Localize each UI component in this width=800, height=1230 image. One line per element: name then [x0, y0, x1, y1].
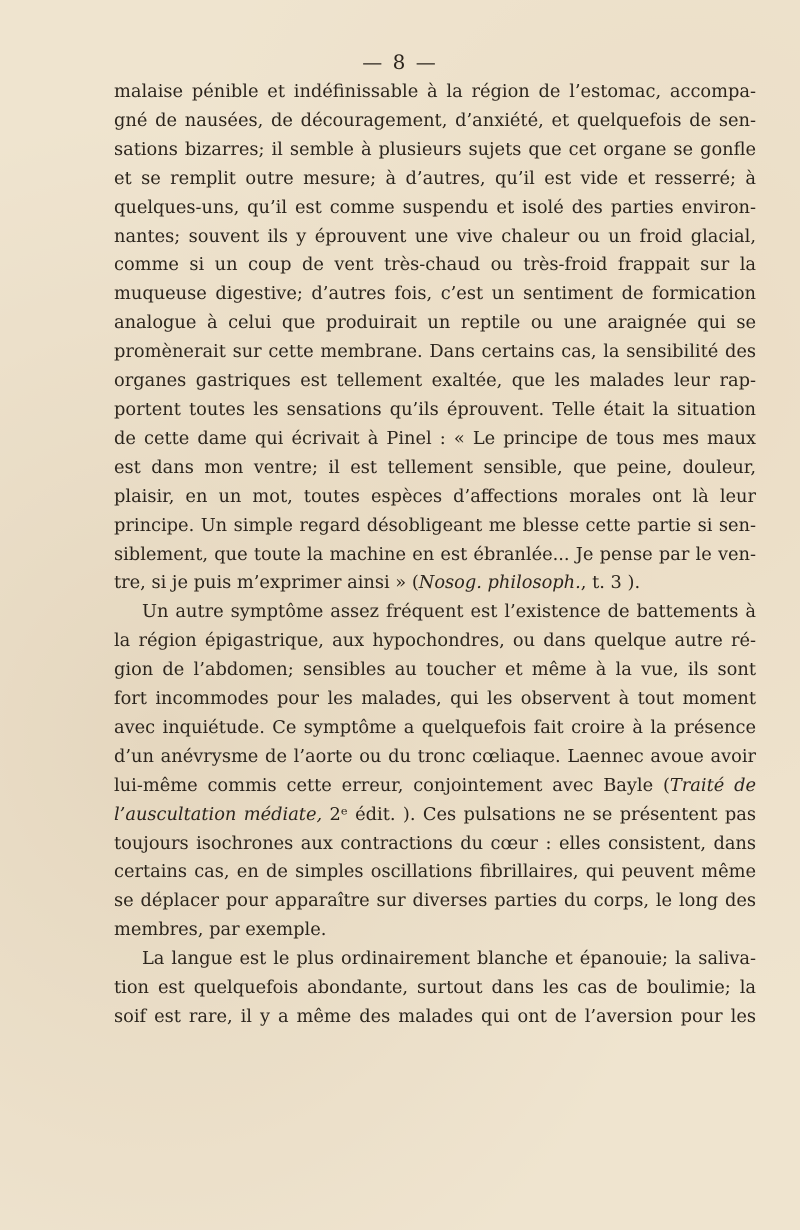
text-line: nantes; souvent ils y éprouvent une vive chaleur ou un froid glacial, — [114, 225, 756, 247]
text-line: portent toutes les sensations qu’ils éprouvent. Telle était la situation — [114, 398, 756, 420]
text-line: analogue à celui que produirait un reptile ou une araignée qui se — [114, 312, 756, 334]
text-line: promènerait sur cette membrane. Dans certains cas, la sensibilité des — [114, 341, 756, 363]
text-line: tion est quelquefois abondante, surtout dans les cas de boulimie; la — [114, 977, 756, 999]
page-body-text — [114, 78, 756, 1032]
text-line: sations bizarres; il semble à plusieurs sujets que cet organe se gonfle — [114, 138, 756, 160]
text-line: se déplacer pour apparaître sur diverses parties du corps, le long des — [114, 890, 756, 912]
text-line: d’un anévrysme de l’aorte ou du tronc cœliaque. Laennec avoue avoir — [114, 745, 756, 767]
citation-title: Traité de — [669, 774, 757, 796]
text-line: toujours isochrones aux contractions du cœur : elles consistent, dans — [114, 832, 756, 854]
text-line: La langue est le plus ordinairement blanche et épanouie; la saliva- — [142, 948, 756, 970]
text-line: malaise pénible et indéfinissable à la région de l’estomac, accompa- — [114, 81, 756, 102]
text-line: muqueuse digestive; d’autres fois, c’est un sentiment de formication — [114, 283, 756, 305]
text-line: membres, par exemple. — [114, 919, 327, 941]
text-line: gion de l’abdomen; sensibles au toucher et même à la vue, ils sont — [114, 659, 756, 681]
text-line: avec inquiétude. Ce symptôme a quelquefois fait croire à la présence — [114, 716, 756, 738]
text-segment: , t. 3 ). — [580, 572, 641, 594]
text-line: gné de nausées, de découragement, d’anxiété, et quelquefois de sen- — [114, 109, 756, 131]
text-line: certains cas, en de simples oscillations fibrillaires, qui peuvent même — [114, 861, 756, 883]
text-line: est dans mon ventre; il est tellement sensible, que peine, douleur, — [114, 456, 756, 478]
text-line: comme si un coup de vent très-chaud ou très-froid frappait sur la — [114, 254, 756, 276]
citation-title: Nosog. philosoph. — [418, 572, 581, 594]
text-line-with-citation — [114, 801, 756, 830]
text-line: siblement, que toute la machine en est ébranlée... Je pense par le ven- — [114, 543, 756, 565]
text-line: fort incommodes pour les malades, qui les observent à tout moment — [114, 688, 756, 710]
text-line: et se remplit outre mesure; à d’autres, qu’il est vide et resserré; à — [114, 167, 756, 189]
text-line: de cette dame qui écrivait à Pinel : « Le principe de tous mes maux — [114, 427, 756, 449]
text-line: organes gastriques est tellement exaltée, que les malades leur rap- — [114, 370, 756, 392]
text-line: plaisir, en un mot, toutes espèces d’affections morales ont là leur — [114, 485, 756, 507]
text-line: la région épigastrique, aux hypochondres, ou dans quelque autre ré- — [114, 630, 756, 652]
text-line-with-citation — [114, 569, 756, 598]
text-line-with-citation — [114, 772, 756, 801]
text-line: soif est rare, il y a même des malades qui ont de l’aversion pour les — [114, 1006, 756, 1027]
text-line: quelques-uns, qu’il est comme suspendu et isolé des parties environ- — [114, 196, 756, 218]
page-number: — 8 — — [362, 50, 438, 74]
citation-title: l’auscultation médiate, — [114, 803, 323, 825]
text-segment: 2ᵉ édit. ). Ces pulsations ne se présentent pas — [322, 803, 756, 825]
text-line: principe. Un simple regard désobligeant me blesse cette partie si sen- — [114, 514, 756, 536]
text-line: Un autre symptôme assez fréquent est l’existence de battements à — [142, 601, 756, 623]
text-segment: tre, si je puis m’exprimer ainsi » ( — [114, 572, 419, 594]
text-segment: lui-même commis cette erreur, conjointement avec Bayle ( — [114, 774, 670, 796]
